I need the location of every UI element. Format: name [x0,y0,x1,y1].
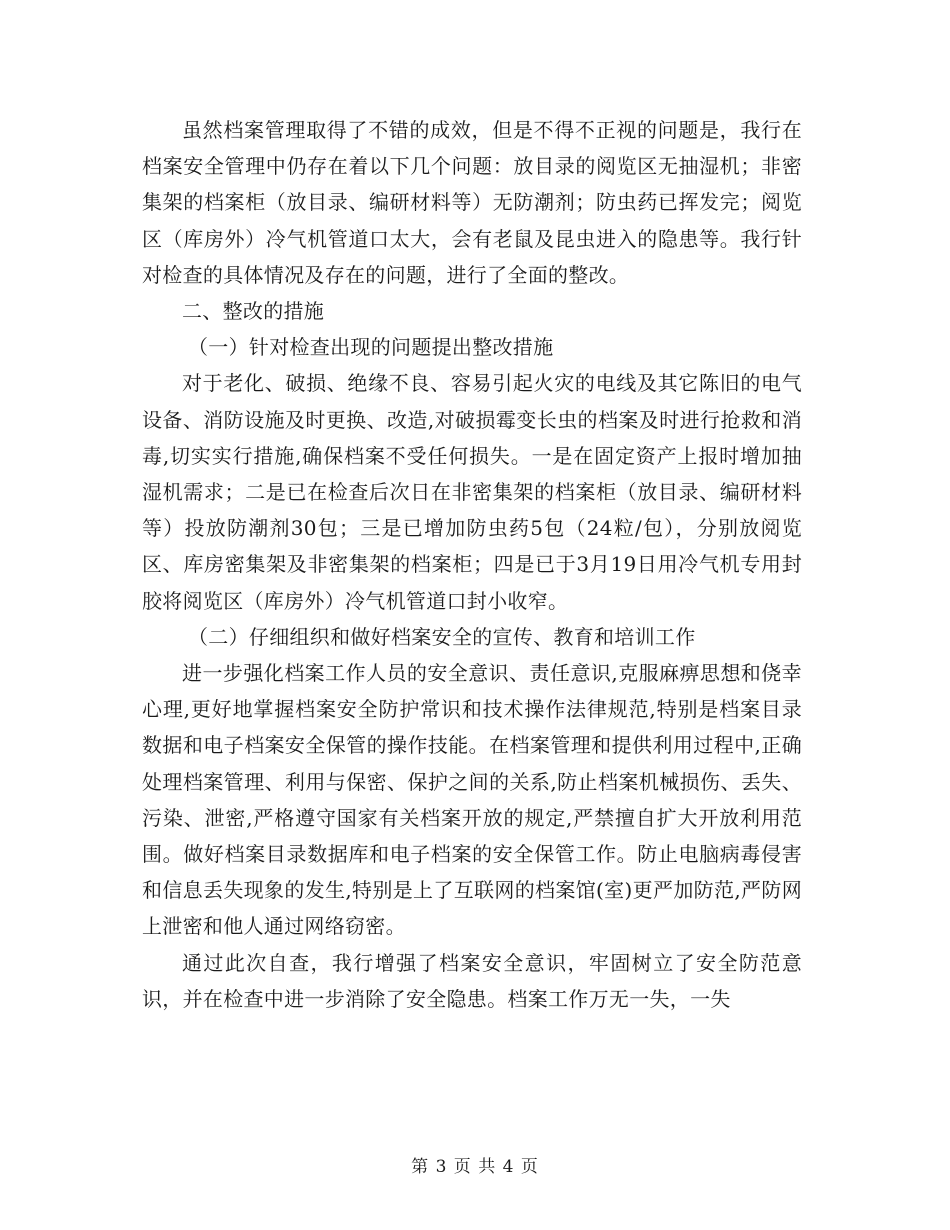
subsection-heading-2: （二）仔细组织和做好档案安全的宣传、教育和培训工作 [188,624,696,649]
page-number-footer: 第 3 页 共 4 页 [411,1157,539,1177]
subsection-heading-1: （一）针对检查出现的问题提出整改措施 [188,335,554,360]
document-body [142,112,802,1017]
paragraph-conclusion: 通过此次自查，我行增强了档案安全意识，牢固树立了安全防范意识，并在检查中进一步消除了安全隐患。档案工作万无一失，一失 [142,950,802,1011]
section-heading-measures: 二、整改的措施 [182,299,325,324]
paragraph-problems: 虽然档案管理取得了不错的成效，但是不得不正视的问题是，我行在档案安全管理中仍存在着以下几个问题：放目录的阅览区无抽湿机；非密集架的档案柜（放目录、编研材料等）无防潮剂；防虫药已挥发完；阅览区（库房外）冷气机管道口太大，会有老鼠及昆虫进入的隐患等。我行针对检查的具体情况及存在的问题，进行了全面的整改。 [142,118,802,287]
paragraph-measures: 对于老化、破损、绝缘不良、容易引起火灾的电线及其它陈旧的电气设备、消防设施及时更换、改造,对破损霉变长虫的档案及时进行抢救和消毒,切实实行措施,确保档案不受任何损失。一是在固定资产上报时增加抽湿机需求；二是已在检查后次日在非密集架的档案柜（放目录、编研材料等）投放防潮剂30包；三是已增加防虫药5包（24粒/包），分别放阅览区、库房密集架及非密集架的档案柜；四是已于3月19日用冷气机专用封胶将阅览区（库房外）冷气机管道口封小收窄。 [142,371,802,613]
paragraph-training: 进一步强化档案工作人员的安全意识、责任意识,克服麻痹思想和侥幸心理,更好地掌握档案安全防护常识和技术操作法律规范,特别是档案目录数据和电子档案安全保管的操作技能。在档案管理和提供利用过程中,正确处理档案管理、利用与保密、保护之间的关系,防止档案机械损伤、丢失、污染、泄密,严格遵守国家有关档案开放的规定,严禁擅自扩大开放利用范围。做好档案目录数据库和电子档案的安全保管工作。防止电脑病毒侵害和信息丢失现象的发生,特别是上了互联网的档案馆(室)更严加防范,严防网上泄密和他人通过网络窃密。 [142,661,802,939]
